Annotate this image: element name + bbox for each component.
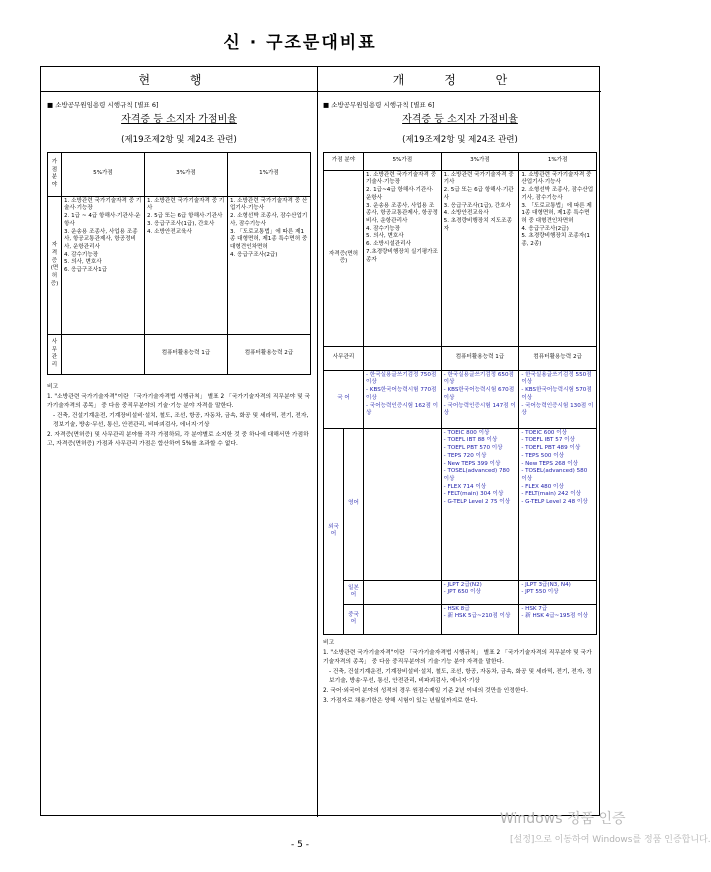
cell-line: - 국어능력인증시험 147점 이상	[443, 402, 516, 417]
cell-line: - JLPT 2급(N2)	[443, 581, 482, 588]
cell-line: 5. 초경량비행장치 지도조종자	[443, 218, 512, 232]
cell-line: - TOEFL PBT 489 이상	[521, 445, 581, 452]
cell-line: - JLPT 3급(N3, N4)	[521, 581, 571, 588]
cell-line: - New TEPS 268 이상	[521, 460, 579, 467]
cell-line: 4. 응급구조사(2급)	[521, 225, 569, 232]
cell-line: 5. 초경량비행장치 조종자(1종, 2종)	[521, 233, 590, 248]
row-label-english: 영어	[344, 428, 364, 580]
cell-line: 4. 응급구조사(2급)	[230, 251, 278, 258]
cell-license-1	[519, 170, 597, 346]
cell-line: - 국어능력인증시험 130점 이상	[521, 402, 594, 417]
cell-line: - FELT(main) 242 이상	[521, 491, 582, 498]
cell-office-3: 컴퓨터활용능력 1급	[145, 334, 228, 374]
cell-line: - 한국실용글쓰기검정 550점 이상	[521, 371, 592, 386]
col-head-1: 1%가점	[228, 152, 311, 196]
corner-cell	[324, 152, 364, 170]
cell-line: - FLEX 480 이상	[521, 483, 564, 490]
current-column	[47, 91, 311, 450]
note-item: 2. 자격증(면허증) 및 사무관리 분야를 각각 가점하되, 각 분야별로 소지한 것 중 하나에 대해서만 가점하고, 자격증(면허증) 가점과 사무관리 가점은 합산하여 5%를 초과할 수 없다.	[47, 431, 309, 447]
cell-line: 2. 1급 ~ 4급 항해사·기관사·운항사	[64, 213, 141, 227]
note-item: 2. 국어·외국어 분야의 성적의 경우 원점수제일 기준 2년 이내의 것만을 인정한다.	[323, 687, 528, 694]
annex-label: ■ 소방공무원임용령 시행규칙 [별표 6]	[47, 101, 159, 109]
column-divider	[317, 91, 318, 817]
cell-license-3	[441, 170, 519, 346]
annex-title: 자격증 등 소지자 가점비율	[121, 113, 237, 125]
cell-line: - TOSEL(advanced) 780 이상	[443, 468, 510, 483]
cell-chinese-1	[519, 604, 597, 634]
cell-chinese-5	[364, 604, 442, 634]
cell-line: - 新 HSK 4급~195점 이상	[521, 613, 588, 620]
cell-office-5	[62, 334, 145, 374]
cell-english-3	[441, 428, 519, 580]
cell-line: - KBS한국어능력시험 670점 이상	[443, 387, 515, 401]
corner-bottom: 분야	[344, 157, 356, 164]
corner-bottom: 분야	[51, 174, 58, 188]
notes-heading: 비고	[47, 383, 59, 390]
cell-english-5	[364, 428, 442, 580]
cell-line: 4. 소방안전교육사	[443, 210, 489, 217]
revised-bonus-table	[323, 152, 597, 635]
cell-line: - TOEFL IBT 57 이상	[521, 437, 575, 444]
row-label-foreign: 외국어	[324, 428, 344, 634]
cell-line: - G-TELP Level 2 48 이상	[521, 499, 588, 506]
cell-line: 1. 소방관련 국가기술자격 중 기술사·기능장	[64, 197, 142, 212]
row-label-office: 사무관리	[324, 346, 364, 370]
cell-english-1	[519, 428, 597, 580]
cell-line: - HSK 7급	[521, 605, 548, 612]
cell-line: 4. 감수기능장	[64, 251, 99, 258]
cell-chinese-3	[441, 604, 519, 634]
cell-line: - FELT(main) 304 이상	[443, 491, 504, 498]
cell-line: 5. 의사, 변호사	[64, 259, 102, 266]
row-label-chinese: 중국어	[344, 604, 364, 634]
cell-line: 6. 응급구조사1급	[64, 267, 108, 274]
cell-korean-1	[519, 370, 597, 428]
notes-heading: 비고	[323, 639, 335, 646]
corner-top: 가점	[51, 158, 58, 173]
row-label-license: 자격증(면허증)	[324, 170, 364, 346]
corner-cell	[48, 152, 62, 196]
cell-line: - TOEFL IBT 88 이상	[443, 437, 498, 444]
cell-office-1: 컴퓨터활용능력 2급	[228, 334, 311, 374]
row-label-license: 자격증(면허증)	[48, 196, 62, 334]
comparison-table-frame	[40, 66, 600, 816]
cell-line: 4. 잠수기능장	[366, 225, 401, 232]
cell-line: - 한국실용글쓰기검정 650점 이상	[443, 371, 514, 386]
page-title: 신 · 구조문대비표	[223, 33, 377, 53]
current-notes	[47, 383, 311, 449]
cell-japanese-1	[519, 580, 597, 604]
annex-reference: (제19조제2항 및 제24조 관련)	[402, 135, 518, 146]
cell-line: - 국어능력인증시험 162점 이상	[366, 402, 439, 417]
cell-line: 1. 소방관련 국가기술자격 중 기술사·기능장	[366, 171, 437, 186]
cell-korean-3	[441, 370, 519, 428]
col-head-1: 1%가점	[519, 152, 597, 170]
row-label-japanese: 일본어	[344, 580, 364, 604]
cell-line: - JPT 650 이상	[443, 589, 481, 596]
cell-line: - KBS한국어능력시험 570점 이상	[521, 387, 592, 401]
row-label-office: 사무관리	[48, 334, 62, 374]
activation-watermark-title: Windows 정품 인증	[500, 811, 626, 827]
cell-line: - TOEFL PBT 570 이상	[443, 445, 503, 452]
cell-line: - New TEPS 399 이상	[443, 460, 501, 467]
cell-license-5	[62, 196, 145, 334]
annex-title: 자격증 등 소지자 가점비율	[402, 113, 518, 125]
cell-line: 3. 「도로교통법」에 따른 제1종 대형면허, 제1종 특수면허 중 대형견인차면허	[230, 228, 308, 251]
cell-line: - TOEIC 600 이상	[521, 429, 568, 436]
col-head-5: 5%가점	[364, 152, 442, 170]
cell-line: - TEPS 720 이상	[443, 452, 487, 459]
cell-line: 4. 소방안전교육사	[147, 228, 192, 235]
note-item: 1. "소방관련 국가기술자격"이란 「국가기술자격법 시행규칙」 별표 2 「국가기술자격의 직무분야 및 국가기술자격의 종목」 중 다음 중직무분야의 기술·기능 분야 자격을 말한다.	[323, 649, 592, 665]
cell-license-5	[364, 170, 442, 346]
page-number: - 5 -	[291, 840, 309, 850]
cell-line: - KBS한국어능력시험 770점 이상	[366, 387, 437, 401]
cell-line: 2. 5급 또는 6급 항해사·기관사	[443, 187, 514, 201]
cell-line: 6. 소방시설관리사	[366, 241, 411, 248]
cell-line: - 新 HSK 5급~210점 이상	[443, 613, 511, 620]
cell-license-3	[145, 196, 228, 334]
cell-line: - TEPS 500 이상	[521, 452, 565, 459]
revised-header: 개 정 안	[317, 67, 601, 92]
cell-line: 2. 소형선박 조종사, 잠수산업기사, 잠수기능사	[521, 187, 594, 201]
cell-line: - TOSEL(advanced) 580 이상	[521, 468, 588, 483]
cell-line: - TOEIC 800 이상	[443, 429, 490, 436]
note-item: - 건축, 건설기계운전, 기계장비설비·설치, 철도, 조선, 항공, 자동차, 금속, 화공 및 세라믹, 전기, 전자, 정보기술, 방송·무선, 통신, 안전관리, 비파괴검사, 에너지·기상	[329, 668, 592, 684]
cell-line: - JPT 550 이상	[521, 589, 559, 596]
cell-license-1	[228, 196, 311, 334]
cell-line: 3. 응급구조사(1급), 간호사	[443, 202, 511, 209]
cell-line: 3. 운송용 조종사, 사업용 조종사, 항공교통관제사, 항공정비사, 운항관리사	[366, 202, 438, 225]
cell-japanese-5	[364, 580, 442, 604]
cell-office-3: 컴퓨터활용능력 1급	[441, 346, 519, 370]
cell-line: - HSK 8급	[443, 605, 470, 612]
cell-line: 3. 응급구조사(1급), 간호사	[147, 220, 215, 227]
cell-line: 2. 5급 또는 6급 항해사·기관사	[147, 213, 223, 220]
cell-line: 2. 소형선박 조종사, 잠수산업기사, 잠수기능사	[230, 213, 308, 227]
row-label-korean: 국 어	[324, 370, 364, 428]
cell-line: - FLEX 714 이상	[443, 483, 487, 490]
cell-line: 2. 1급~4급 항해사·기관사·운항사	[366, 187, 434, 201]
cell-line: 7.초경량비행장치 실기평가조종자	[366, 248, 438, 263]
revised-notes	[323, 639, 597, 706]
cell-line: 1. 소방관련 국가기술자격 중 산업기사·기능사	[230, 197, 308, 212]
note-item: 1. "소방관련 국가기술자격"이란 「국가기술자격법 시행규칙」 별표 2 「국가기술자격의 직무분야 및 국가기술자격의 종목」 중 다음 중직무분야의 기술·기능 분야 자격을 말한다.	[47, 393, 311, 409]
cell-korean-5	[364, 370, 442, 428]
current-header: 현 행	[41, 67, 318, 92]
cell-line: 3. 운송용 조종사, 사업용 조종사, 항공교통관제사, 항공정비사, 운항관리사	[64, 228, 138, 251]
col-head-3: 3%가점	[145, 152, 228, 196]
cell-line: 1. 소방관련 국가기술자격 중 기사	[443, 171, 514, 186]
annex-label: ■ 소방공무원임용령 시행규칙 [별표 6]	[323, 101, 435, 109]
cell-line: - 한국실용글쓰기검정 750점 이상	[366, 371, 437, 386]
cell-line: - G-TELP Level 2 75 이상	[443, 499, 511, 506]
corner-top: 가점	[331, 157, 343, 164]
note-item: 3. 가점자로 채용기한은 양해 시험이 있는 년월일까지로 한다.	[323, 697, 478, 704]
cell-line: 1. 소방관련 국가기술자격 중 산업기사·기능사	[521, 171, 592, 186]
cell-office-5	[364, 346, 442, 370]
cell-japanese-3	[441, 580, 519, 604]
current-bonus-table	[47, 152, 311, 375]
cell-line: 1. 소방관련 국가기술자격 중 기사	[147, 197, 225, 212]
cell-line: 3. 「도로교통법」에 따른 제1종 대형면허, 제1종 특수면허 중 대형견인차면허	[521, 202, 592, 225]
cell-office-1: 컴퓨터활용능력 2급	[519, 346, 597, 370]
activation-watermark-text: [설정]으로 이동하여 Windows를 정품 인증합니다.	[510, 835, 711, 845]
annex-reference: (제19조제2항 및 제24조 관련)	[121, 135, 237, 146]
note-item: - 건축, 건설기계운전, 기계장비설비·설치, 철도, 조선, 항공, 자동차, 금속, 화공 및 세라믹, 전기, 전자, 정보기술, 방송·무선, 통신, 안전관리, 비파괴검사, 에너지·기상	[53, 412, 309, 428]
revised-column	[323, 91, 597, 707]
col-head-3: 3%가점	[441, 152, 519, 170]
col-head-5: 5%가점	[62, 152, 145, 196]
cell-line: 5. 의사, 변호사	[366, 233, 404, 240]
